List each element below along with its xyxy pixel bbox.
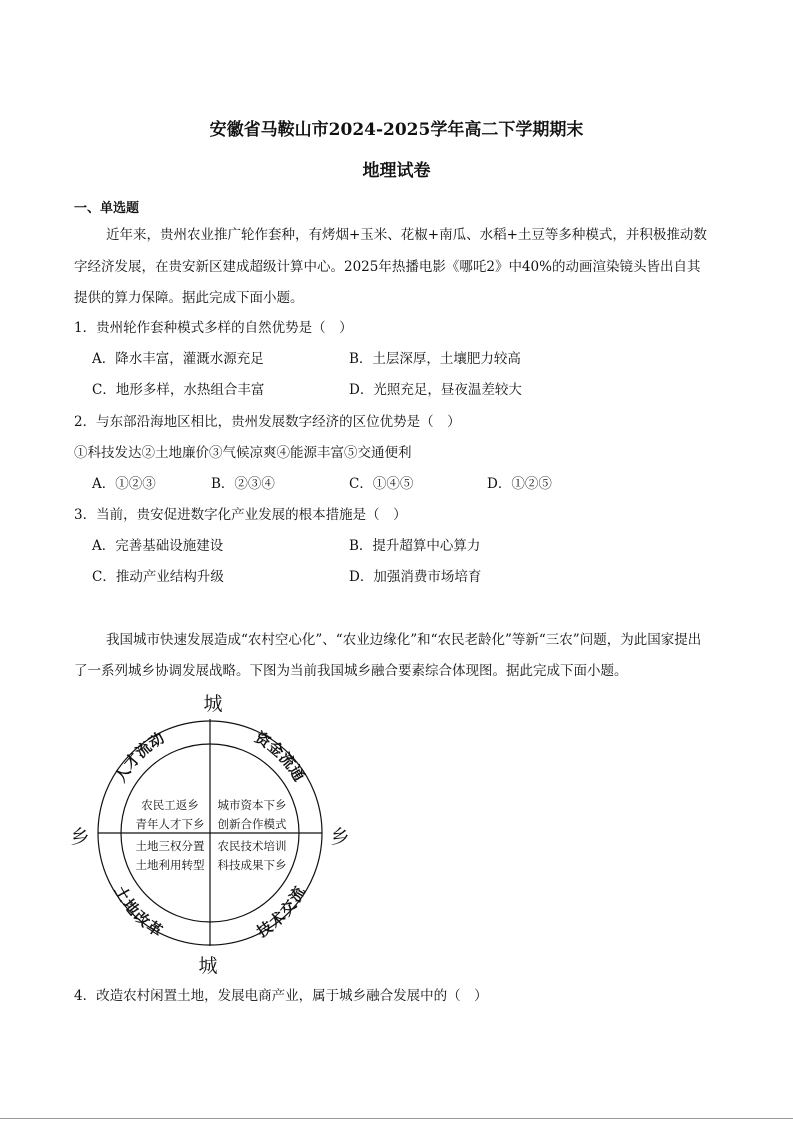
urban-rural-integration-diagram [60, 688, 360, 980]
question-3-stem: 3．当前，贵安促进数字化产业发展的根本措施是（ ） [74, 507, 407, 523]
q2-option-c: C．①④⑤ [349, 476, 414, 492]
quadrant-bottom-left-line: 土地三权分置 [135, 839, 205, 853]
question-2-stem: 2．与东部沿海地区相比，贵州发展数字经济的区位优势是（ ） [74, 414, 461, 430]
label-top-city: 城 [203, 693, 223, 715]
passage1-line: 近年来，贵州农业推广轮作套种，有烤烟+玉米、花椒+南瓜、水稻+土豆等多种模式，并积极推动数 [106, 227, 707, 243]
label-left-country: 乡 [70, 826, 90, 848]
passage1-line: 提供的算力保障。据此完成下面小题。 [74, 290, 304, 306]
question-1-stem: 1．贵州轮作套种模式多样的自然优势是（ ） [74, 320, 353, 336]
question-4-stem: 4．改造农村闲置土地，发展电商产业，属于城乡融合发展中的（ ） [74, 988, 488, 1004]
q3-option-b: B．提升超算中心算力 [349, 538, 481, 554]
page-bottom-rule [0, 1118, 793, 1119]
exam-subtitle: 地理试卷 [362, 161, 431, 181]
q1-option-c: C．地形多样，水热组合丰富 [92, 382, 265, 398]
passage2-line: 我国城市快速发展造成“农村空心化”、“农业边缘化”和“农民老龄化”等新“三农”问题，为此国家提出 [106, 632, 702, 648]
quadrant-bottom-right-line: 农民技术培训 [217, 839, 287, 853]
quadrant-top-right-line: 创新合作模式 [217, 817, 287, 831]
q3-option-d: D．加强消费市场培育 [349, 569, 482, 585]
quadrant-bottom-right-line: 科技成果下乡 [217, 858, 287, 872]
quadrant-top-left-line: 青年人才下乡 [135, 817, 205, 831]
quadrant-top-left-line: 农民工返乡 [141, 798, 199, 812]
label-bottom-city: 城 [198, 955, 218, 977]
q2-option-d: D．①②⑤ [487, 476, 552, 492]
quadrant-bottom-left-line: 土地利用转型 [135, 858, 205, 872]
question-2-items: ①科技发达②土地廉价③气候凉爽④能源丰富⑤交通便利 [74, 445, 412, 461]
q1-option-a: A．降水丰富，灌溉水源充足 [92, 351, 264, 367]
section-label: 一、单选题 [74, 201, 140, 216]
q3-option-a: A．完善基础设施建设 [92, 538, 224, 554]
q1-option-b: B．土层深厚，土壤肥力较高 [349, 351, 521, 367]
ring-land-reform: 土地改革 [110, 882, 167, 942]
quadrant-top-right-line: 城市资本下乡 [217, 798, 287, 812]
q2-option-b: B．②③④ [211, 476, 275, 492]
passage1-line: 字经济发展，在贵安新区建成超级计算中心。2025年热播电影《哪吒2》中40%的动画渲染镜头皆出自其 [74, 259, 701, 275]
q2-option-a: A．①②③ [92, 476, 156, 492]
passage2-line: 了一系列城乡协调发展战略。下图为当前我国城乡融合要素综合体现图。据此完成下面小题。 [74, 663, 628, 679]
q3-option-c: C．推动产业结构升级 [92, 569, 224, 585]
ring-tech-exchange: 技术交流 [253, 882, 310, 942]
ring-capital-flow: 资金流通 [251, 728, 309, 786]
q1-option-d: D．光照充足，昼夜温差较大 [349, 382, 522, 398]
ring-talent-flow: 人才流动 [111, 728, 169, 786]
exam-title: 安徽省马鞍山市2024-2025学年高二下学期期末 [209, 120, 584, 140]
label-right-country: 乡 [330, 826, 350, 848]
